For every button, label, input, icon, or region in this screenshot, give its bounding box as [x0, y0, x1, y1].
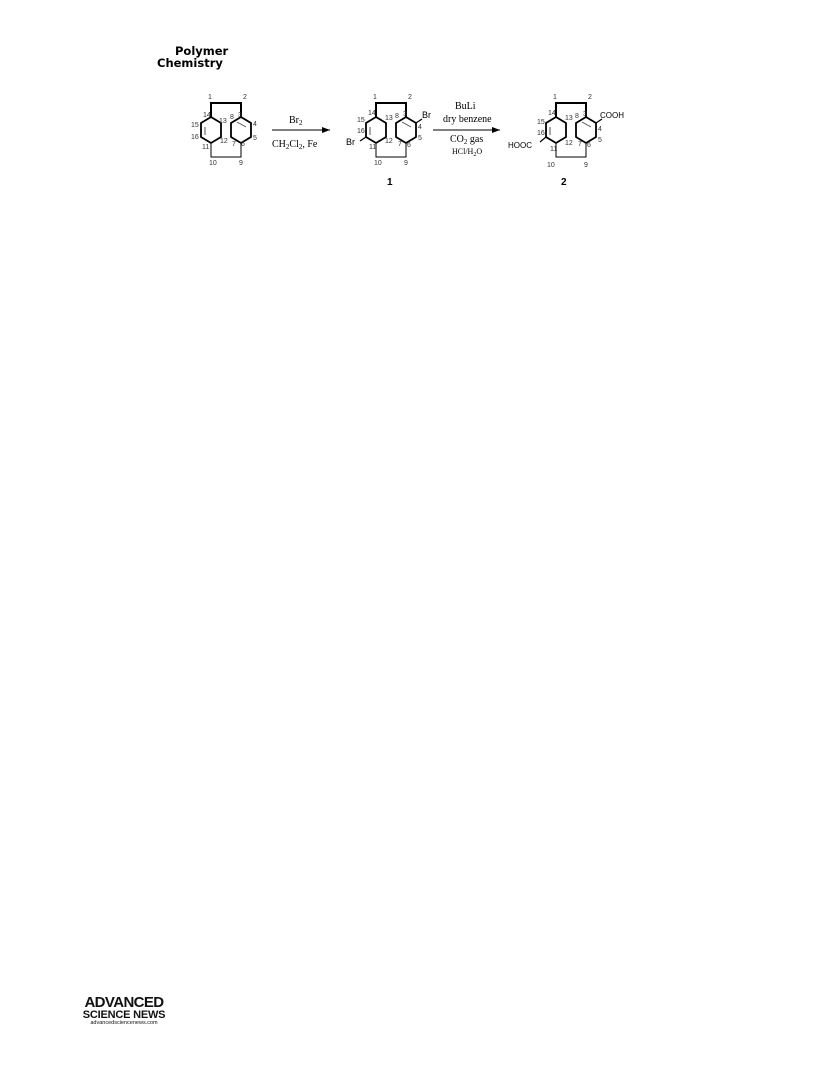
atom-number: 16: [357, 128, 365, 135]
atom-number: 8: [230, 114, 234, 121]
reagent-acid-workup: HCl/H: [452, 147, 474, 156]
reagent-co2: CO: [450, 134, 464, 145]
publisher-logo: [74, 996, 174, 1027]
journal-logo: [157, 45, 227, 69]
atom-number: 4: [598, 126, 602, 133]
atom-number: 10: [374, 160, 382, 167]
atom-number: 11: [550, 146, 558, 153]
reagent-br2: Br: [289, 115, 299, 126]
atom-number: 14: [368, 110, 376, 117]
atom-number: 6: [241, 141, 245, 148]
reaction-arrow-2: [433, 101, 500, 158]
atom-number: 2: [588, 94, 592, 101]
atom-number: 10: [209, 160, 217, 167]
atom-number: 8: [575, 113, 579, 120]
atom-number: 5: [598, 137, 602, 144]
atom-number: 14: [548, 110, 556, 117]
svg-text:CO2 gas: $CO_2$ gas: [450, 134, 484, 146]
atom-number: 11: [369, 144, 377, 151]
atom-number: 4: [253, 121, 257, 128]
atom-number: 15: [537, 119, 545, 126]
compound-1-structure: [346, 94, 431, 167]
atom-number: 15: [191, 122, 199, 129]
bromo-substituent: Br: [346, 137, 355, 147]
atom-number: 7: [398, 141, 402, 148]
svg-text:CH2Cl2, Fe: $CH_2Cl_2$, Fe: [272, 139, 318, 151]
atom-number: 8: [395, 113, 399, 120]
atom-number: 4: [418, 124, 422, 131]
atom-number: 10: [547, 162, 555, 169]
atom-number: 7: [232, 141, 236, 148]
svg-text:Br2: $Br_2$: [289, 115, 303, 127]
atom-number: 1: [553, 94, 557, 101]
reagent-solvent: CH: [272, 139, 286, 150]
atom-number: 12: [220, 138, 228, 145]
atom-number: 2: [408, 94, 412, 101]
starting-material-structure: [191, 94, 257, 167]
atom-number: 16: [537, 130, 545, 137]
atom-number: 9: [404, 160, 408, 167]
publisher-name-line1: ADVANCED: [84, 994, 164, 1011]
atom-number: 3: [238, 112, 242, 119]
atom-number: 11: [202, 144, 210, 151]
compound-1-label: 1: [387, 177, 393, 188]
reagent-buli: BuLi: [455, 101, 476, 112]
reagent-solvent-benzene: dry benzene: [443, 114, 492, 125]
atom-number: 5: [418, 135, 422, 142]
journal-name-line2: Chemistry: [157, 56, 223, 70]
carboxyl-substituent-left: HOOC: [508, 141, 532, 150]
publisher-url: advancedsciencenews.com: [90, 1020, 158, 1026]
svg-text:HCl/H2O: HCl/$H_2O$: [452, 147, 483, 158]
atom-number: 9: [584, 162, 588, 169]
atom-number: 12: [565, 140, 573, 147]
atom-number: 13: [385, 115, 393, 122]
reaction-arrow-1: [272, 115, 330, 151]
atom-number: 1: [208, 94, 212, 101]
atom-number: 7: [578, 141, 582, 148]
compound-2-structure: [508, 94, 624, 169]
atom-number: 13: [219, 118, 227, 125]
carboxyl-substituent-right: COOH: [600, 111, 624, 120]
atom-number: 15: [357, 117, 365, 124]
atom-number: 6: [407, 142, 411, 149]
atom-number: 9: [239, 160, 243, 167]
atom-number: 6: [587, 142, 591, 149]
bromo-substituent: Br: [422, 110, 431, 120]
publisher-name-line2: SCIENCE NEWS: [82, 1009, 166, 1021]
atom-number: 16: [191, 134, 199, 141]
atom-number: 13: [565, 115, 573, 122]
atom-number: 3: [583, 111, 587, 118]
atom-number: 3: [403, 111, 407, 118]
atom-number: 1: [373, 94, 377, 101]
compound-2-label: 2: [561, 177, 567, 188]
atom-number: 14: [203, 112, 211, 119]
atom-number: 5: [253, 135, 257, 142]
reaction-scheme: [180, 85, 640, 200]
atom-number: 2: [243, 94, 247, 101]
atom-number: 12: [385, 138, 393, 145]
journal-name-line1: Polymer: [175, 44, 229, 58]
